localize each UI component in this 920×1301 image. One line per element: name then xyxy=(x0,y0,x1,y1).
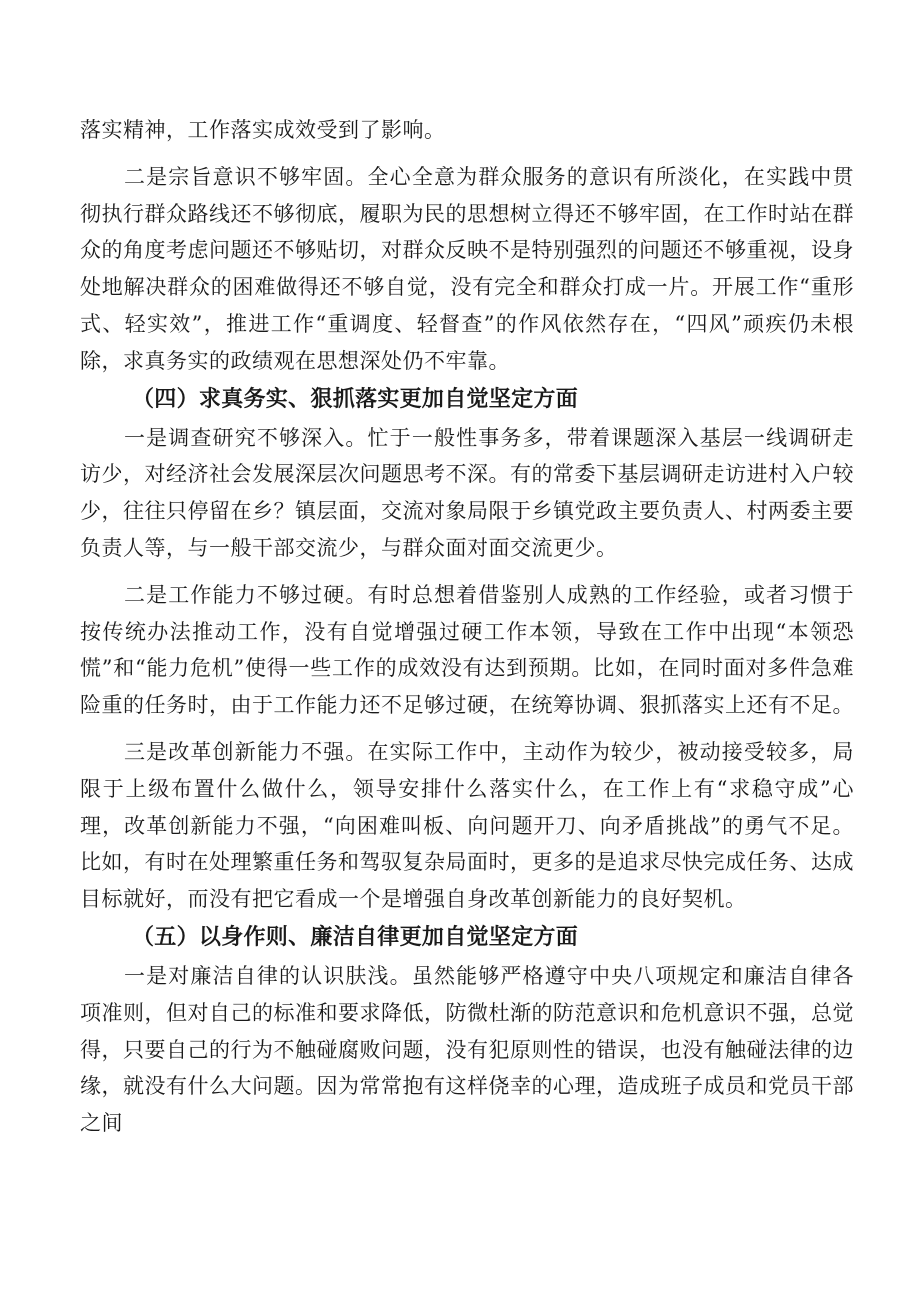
section-heading-five: （五）以身作则、廉洁自律更加自觉坚定方面 xyxy=(132,924,579,950)
paragraph-innovation: 三是改革创新能力不强。在实际工作中，主动作为较少，被动接受较多，局限于上级布置什么做什么，领导安排什么落实什么，在工作上有“求稳守成”心理，改革创新能力不强，“向困难叫板、向问题开刀、向矛盾挑战”的勇气不足。比如，有时在处理繁重任务和驾驭复杂局面时，更多的是追求尽快完成任务、达成目标就好，而没有把它看成一个是增强自身改革创新能力的良好契机。 xyxy=(80,739,854,912)
paragraph-purpose-awareness: 二是宗旨意识不够牢固。全心全意为群众服务的意识有所淡化，在实践中贯彻执行群众路线还不够彻底，履职为民的思想树立得还不够牢固，在工作时站在群众的角度考虑问题还不够贴切，对群众反映不是特别强烈的问题还不够重视，设身处地解决群众的困难做得还不够自觉，没有完全和群众打成一片。开展工作“重形式、轻实效”，推进工作“重调度、轻督查”的作风依然存在，“四风”顽疾仍未根除，求真务实的政绩观在思想深处仍不牢靠。 xyxy=(80,164,854,373)
paragraph-integrity: 一是对廉洁自律的认识肤浅。虽然能够严格遵守中央八项规定和廉洁自律各项准则，但对自己的标准和要求降低，防微杜渐的防范意识和危机意识不强，总觉得，只要自己的行为不触碰腐败问题，没有犯原则性的错误，也没有触碰法律的边缘，就没有什么大问题。因为常常抱有这样侥幸的心理，造成班子成员和党员干部之间 xyxy=(80,963,854,1136)
paragraph-continuation: 落实精神，工作落实成效受到了影响。 xyxy=(80,118,446,142)
paragraph-research: 一是调查研究不够深入。忙于一般性事务多，带着课题深入基层一线调研走访少，对经济社会发展深层次问题思考不深。有的常委下基层调研走访进村入户较少，往往只停留在乡？镇层面，交流对象局限于乡镇党政主要负责人、村两委主要负责人等，与一般干部交流少，与群众面对面交流更少。 xyxy=(80,425,854,560)
section-heading-four: （四）求真务实、狠抓落实更加自觉坚定方面 xyxy=(132,386,579,412)
paragraph-work-ability: 二是工作能力不够过硬。有时总想着借鉴别人成熟的工作经验，或者习惯于按传统办法推动工作，没有自觉增强过硬工作本领，导致在工作中出现“本领恐慌”和“能力危机”使得一些工作的成效没有达到预期。比如，在同时面对多件急难险重的任务时，由于工作能力还不足够过硬，在统筹协调、狠抓落实上还有不足。 xyxy=(80,582,854,718)
